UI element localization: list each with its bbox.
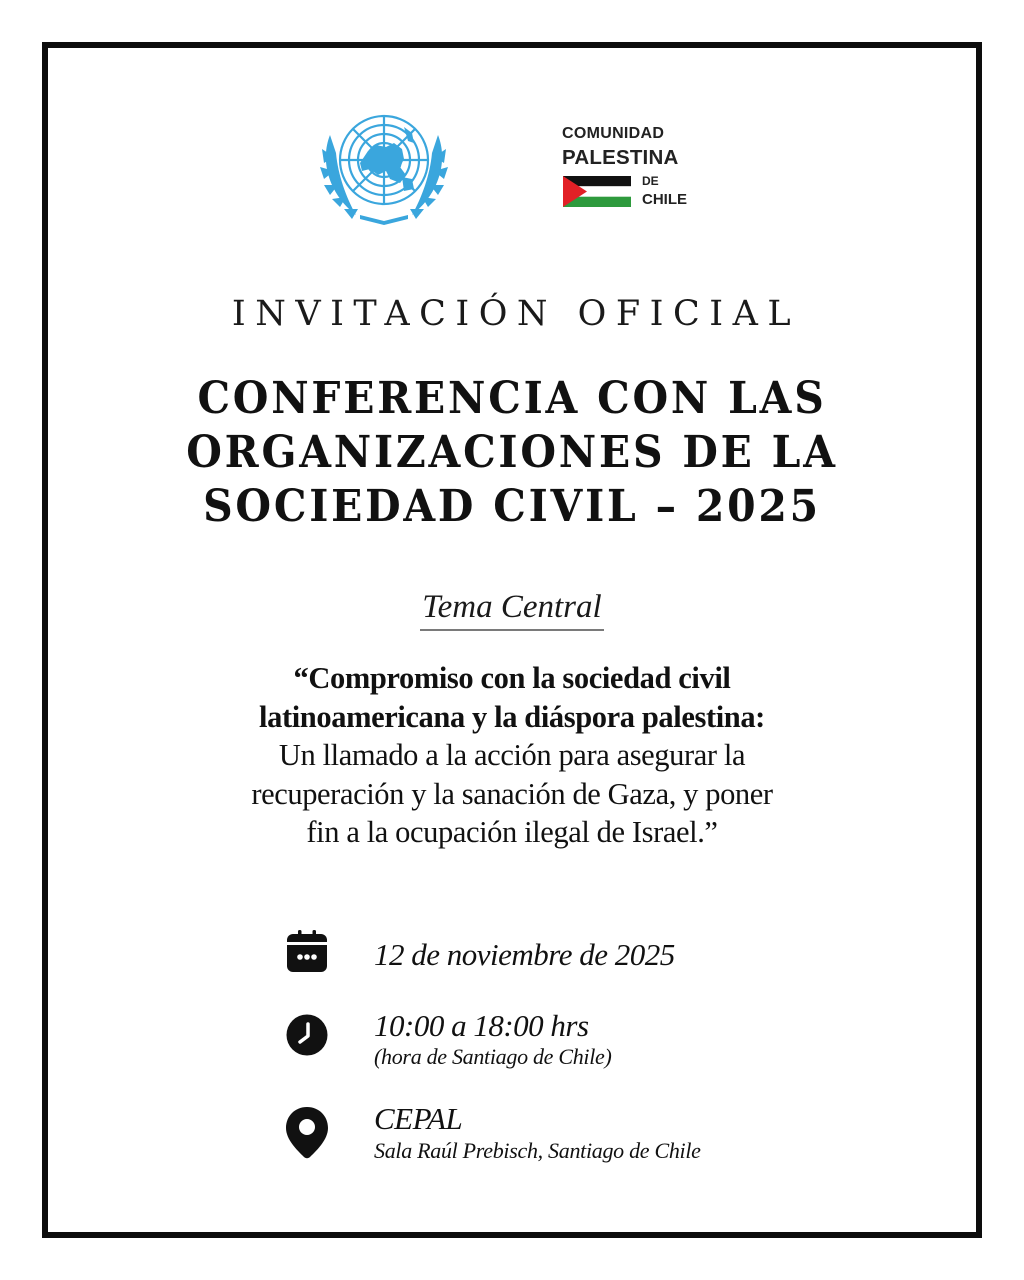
palestine-flag-icon [563,176,631,207]
conference-title [36,372,988,534]
location-text: CEPAL [374,1101,463,1136]
quote-line: fin a la ocupación ilegal de Israel.” [306,815,718,849]
location-note: Sala Raúl Prebisch, Santiago de Chile [374,1138,701,1163]
clock-icon [286,1014,328,1056]
logo-line-comunidad: COMUNIDAD [562,125,665,142]
quote-line: Un llamado a la acción para asegurar la [278,738,746,772]
quote-line-bold: “Compromiso con la sociedad civil [293,661,731,695]
logos-header [0,105,1024,230]
theme-heading [0,588,1024,631]
quote-line: recuperación y la sanación de Gaza, y poner [251,776,773,811]
map-pin-icon [286,1107,328,1159]
title-line: CONFERENCIA CON LAS [197,373,827,424]
theme-quote [0,659,1024,852]
time-text: 10:00 a 18:00 hrs [374,1008,589,1043]
comunidad-palestina-logo [562,125,712,220]
theme-label: Tema Central [420,588,603,631]
un-emblem-icon [316,105,452,227]
time-note: (hora de Santiago de Chile) [374,1044,612,1069]
logo-line-chile: CHILE [642,191,687,208]
date-text: 12 de noviembre de 2025 [374,937,675,972]
quote-line-bold: latinoamericana y la diáspora palestina: [259,699,765,734]
calendar-icon [286,930,328,972]
logo-line-de: DE [642,174,659,188]
title-line: SOCIEDAD CIVIL – 2025 [203,481,821,532]
logo-line-palestina: PALESTINA [562,146,679,169]
invitation-subtitle: INVITACIÓN OFICIAL [231,294,801,334]
title-line: ORGANIZACIONES DE LA [186,427,838,478]
